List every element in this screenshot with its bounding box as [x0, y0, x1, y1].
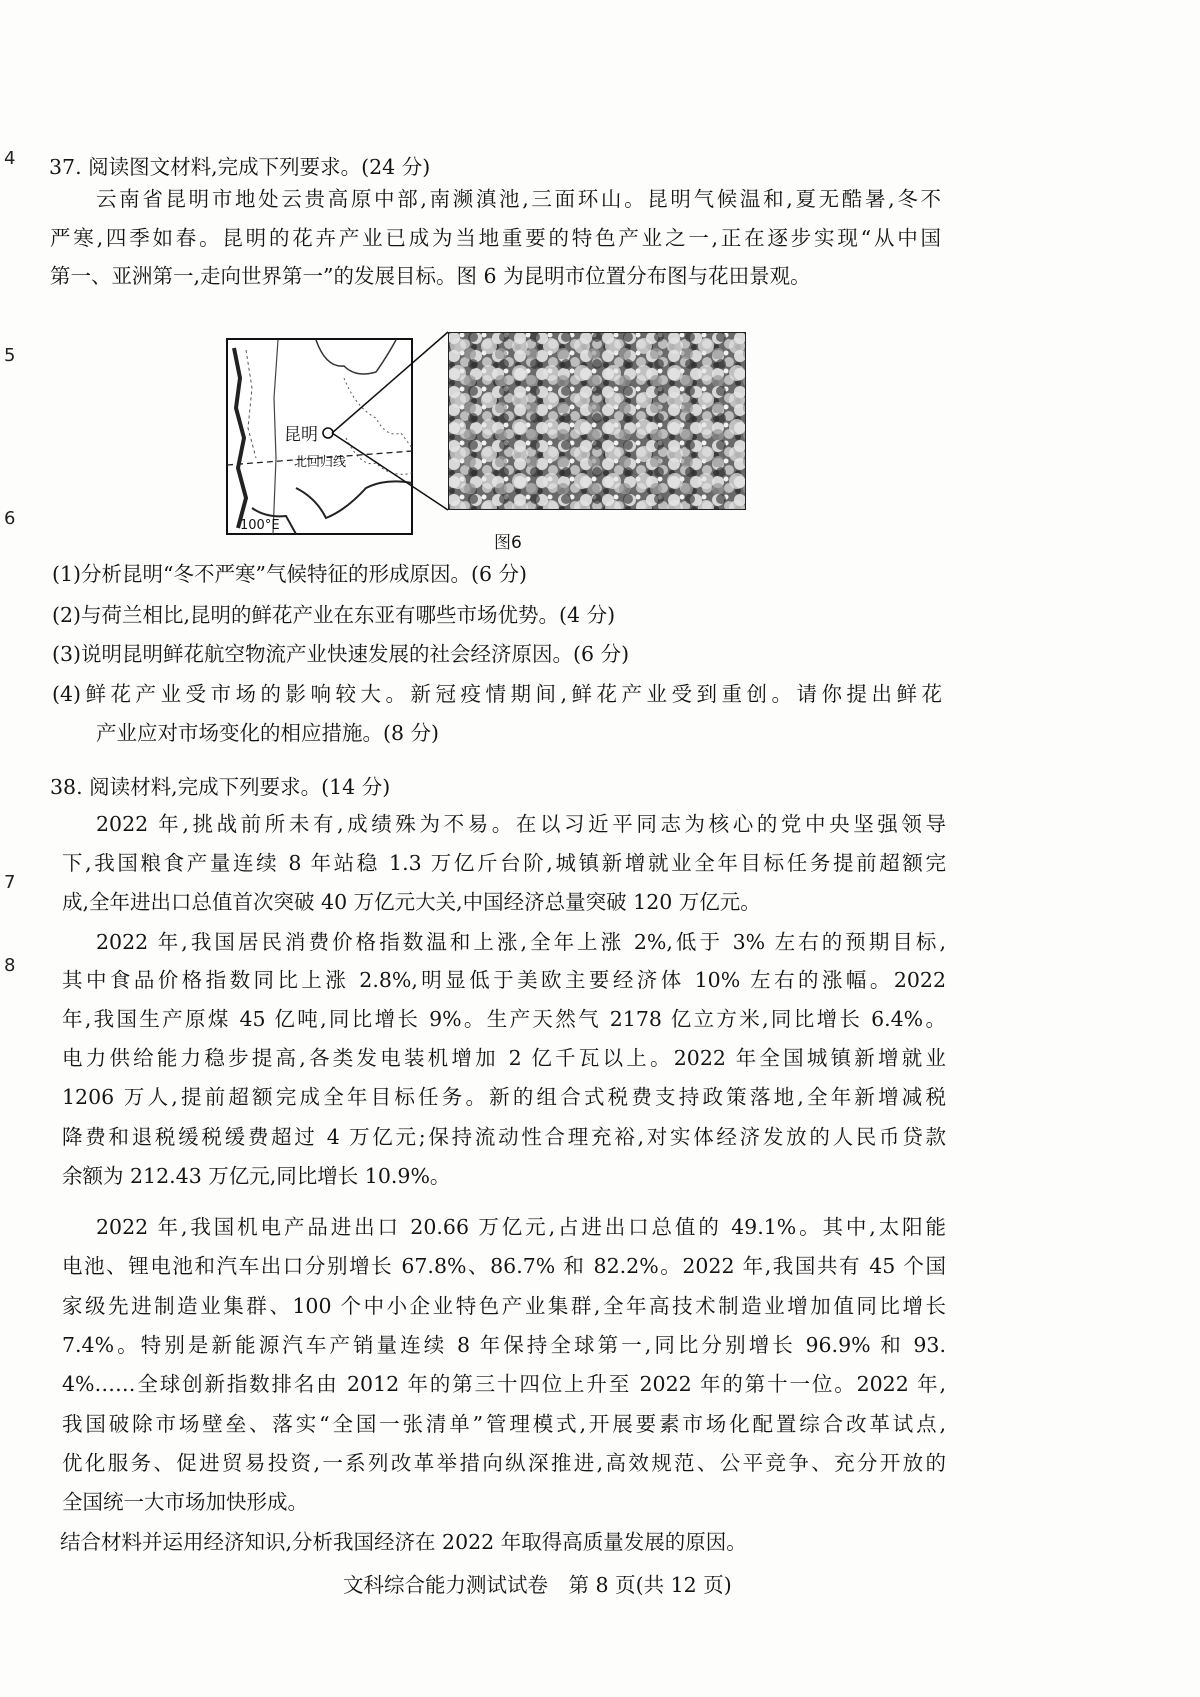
q38-para3-line: 7.4%。特别是新能源汽车产销量连续 8 年保持全球第一,同比分别增长 96.9% 和 93.: [62, 1333, 946, 1357]
margin-mark: 5: [4, 345, 16, 366]
q38-para3-line: 电池、锂电池和汽车出口分别增长 67.8%、86.7% 和 82.2%。2022 年,我国共有 45 个国: [62, 1254, 946, 1278]
q38-para2-line: 降费和退税缓税缓费超过 4 万亿元;保持流动性合理充裕,对实体经济发放的人民币贷款: [62, 1125, 946, 1149]
q38-para1-line: 下,我国粮食产量连续 8 年站稳 1.3 万亿斤台阶,城镇新增就业全年目标任务提前超额完: [62, 851, 946, 875]
tropic-of-cancer-label: 北回归线: [294, 455, 347, 470]
q38-para2-line: 其中食品价格指数同比上涨 2.8%,明显低于美欧主要经济体 10% 左右的涨幅。2022: [62, 968, 946, 992]
q37-subquestion-4: (4)鲜花产业受市场的影响较大。新冠疫情期间,鲜花产业受到重创。请你提出鲜花: [52, 682, 942, 706]
q38-para1-line: 2022 年,挑战前所未有,成绩殊为不易。在以习近平同志为核心的党中央坚强领导: [96, 812, 946, 836]
q37-subquestion-4-cont: 产业应对市场变化的相应措施。(8 分): [96, 721, 440, 745]
q38-para2-line: 2022 年,我国居民消费价格指数温和上涨,全年上涨 2%,低于 3% 左右的预期目标,: [96, 930, 946, 954]
q37-material-line: 云南省昆明市地处云贵高原中部,南濒滇池,三面环山。昆明气候温和,夏无酷暑,冬不: [96, 187, 941, 211]
q38-para3-line: 2022 年,我国机电产品进出口 20.66 万亿元,占进出口总值的 49.1%。其中,太阳能: [96, 1215, 946, 1239]
q37-material-line: 严寒,四季如春。昆明的花卉产业已成为当地重要的特色产业之一,正在逐步实现“从中国: [50, 226, 941, 250]
longitude-label: 100°E: [240, 518, 280, 533]
q37-material-line: 第一、亚洲第一,走向世界第一”的发展目标。图 6 为昆明市位置分布图与花田景观。: [50, 264, 811, 288]
question-37-stem: 37. 阅读图文材料,完成下列要求。(24 分): [49, 155, 431, 179]
q38-para3-line: 全国统一大市场加快形成。: [62, 1490, 308, 1514]
margin-mark: 8: [4, 955, 16, 976]
q38-para1-line: 成,全年进出口总值首次突破 40 万亿元大关,中国经济总量突破 120 万亿元。: [62, 890, 761, 914]
q37-subquestion-2: (2)与荷兰相比,昆明的鲜花产业在东亚有哪些市场优势。(4 分): [52, 603, 616, 627]
flower-field-photo: [448, 332, 746, 510]
q38-para2-line: 电力供给能力稳步提高,各类发电装机增加 2 亿千瓦以上。2022 年全国城镇新增就业: [62, 1046, 946, 1070]
page-footer: 文科综合能力测试试卷 第 8 页(共 12 页): [343, 1573, 732, 1597]
q37-subquestion-3: (3)说明昆明鲜花航空物流产业快速发展的社会经济原因。(6 分): [52, 642, 630, 666]
map-city-label: 昆明: [284, 425, 318, 445]
q38-para2-line: 1206 万人,提前超额完成全年目标任务。新的组合式税费支持政策落地,全年新增减税: [62, 1085, 946, 1109]
q38-para3-line: 家级先进制造业集群、100 个中小企业特色产业集群,全年高技术制造业增加值同比增长: [62, 1294, 946, 1318]
q37-subquestion-1: (1)分析昆明“冬不严寒”气候特征的形成原因。(6 分): [52, 562, 528, 586]
figure-6: [226, 332, 746, 547]
margin-mark: 7: [4, 872, 16, 893]
q38-para3-line: 优化服务、促进贸易投资,一系列改革举措向纵深推进,高效规范、公平竞争、充分开放的: [62, 1451, 946, 1475]
q38-para3-line: 我国破除市场壁垒、落实“全国一张清单”管理模式,开展要素市场化配置综合改革试点,: [62, 1412, 946, 1436]
question-38-stem: 38. 阅读材料,完成下列要求。(14 分): [50, 775, 391, 799]
margin-mark: 4: [4, 148, 16, 169]
margin-mark: 6: [4, 508, 16, 529]
figure-caption: 图6: [494, 533, 522, 553]
q38-para2-line: 余额为 212.43 万亿元,同比增长 10.9%。: [62, 1164, 451, 1188]
q38-question: 结合材料并运用经济知识,分析我国经济在 2022 年取得高质量发展的原因。: [60, 1530, 747, 1554]
q38-para3-line: 4%……全球创新指数排名由 2012 年的第三十四位上升至 2022 年的第十一位。2022 年,: [62, 1372, 946, 1396]
q38-para2-line: 年,我国生产原煤 45 亿吨,同比增长 9%。生产天然气 2178 亿立方米,同比增长 6.4%。: [62, 1007, 946, 1031]
